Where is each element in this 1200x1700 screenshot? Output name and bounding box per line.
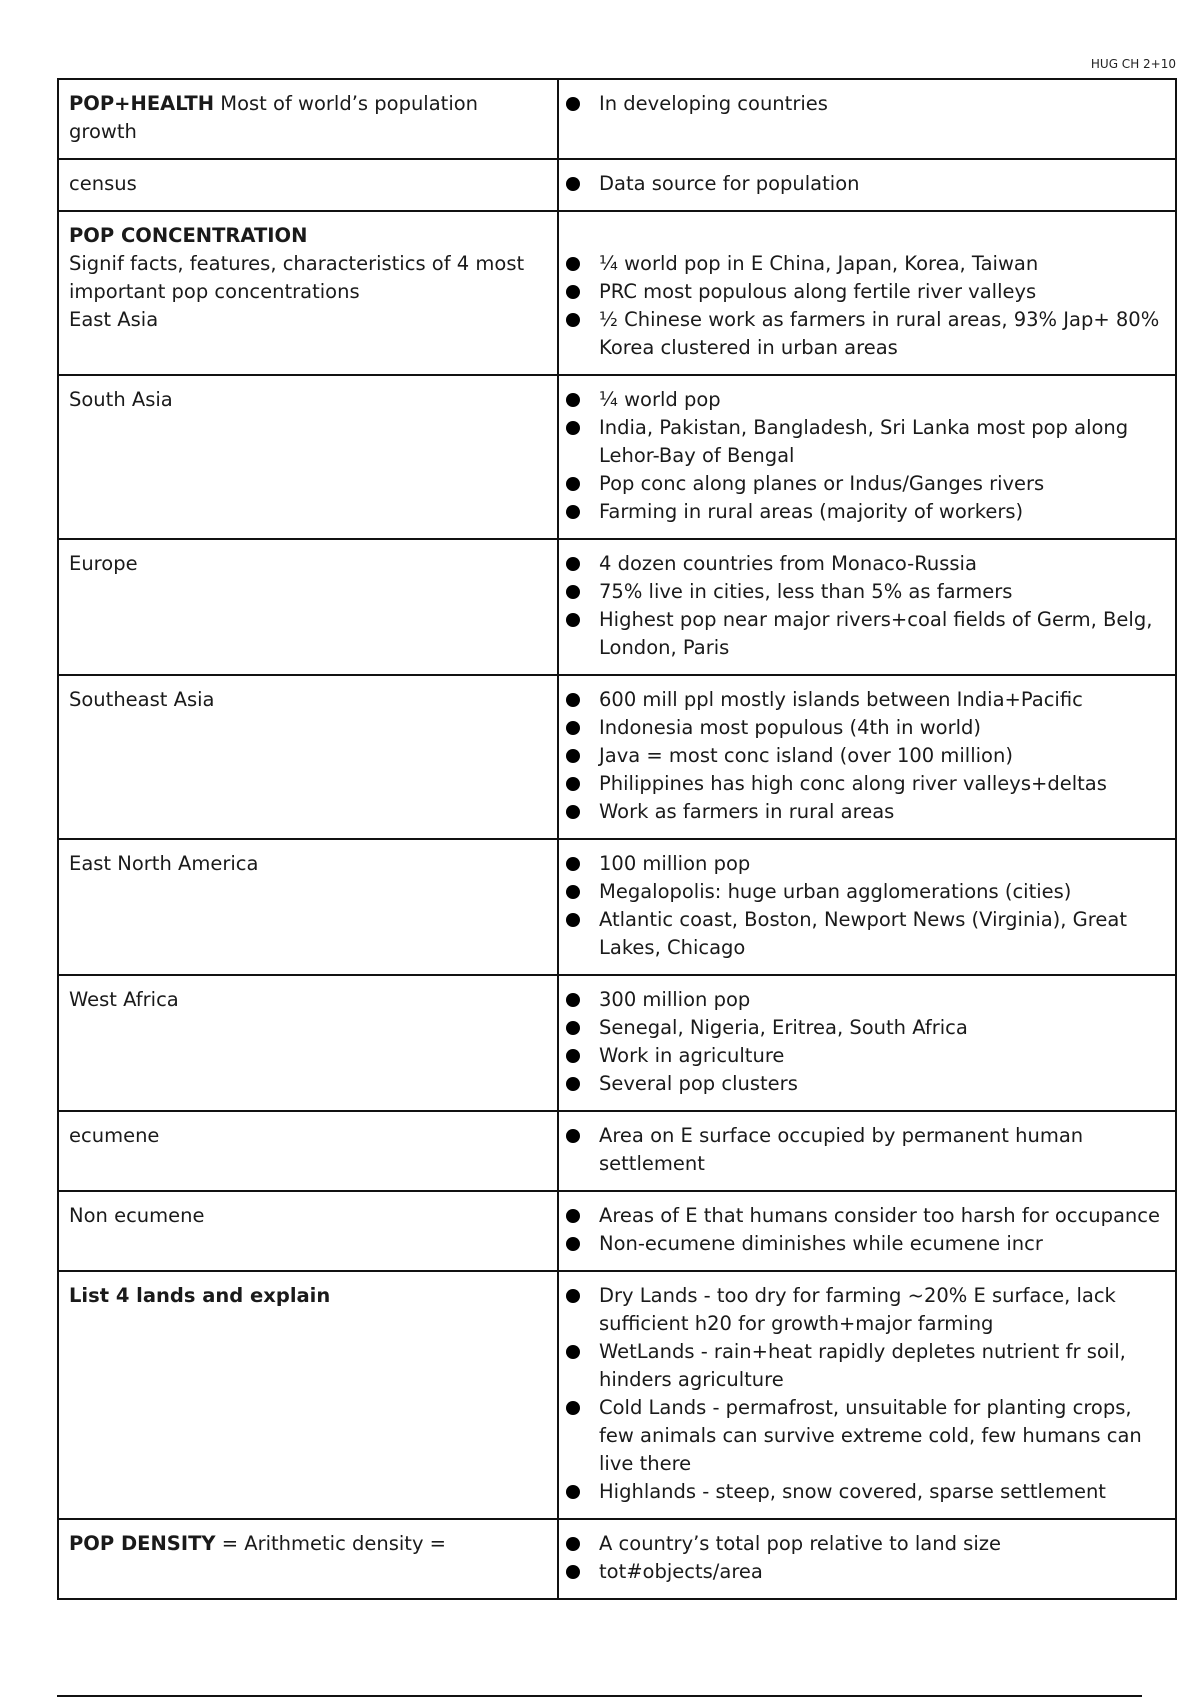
bullet-dot-icon — [566, 1129, 580, 1143]
bullet-dot-icon — [566, 693, 580, 707]
bullet-dot-icon — [566, 1537, 580, 1551]
bullet-dot-icon — [566, 721, 580, 735]
bullet-text: ¼ world pop — [599, 388, 721, 411]
bullet-item — [565, 1230, 1169, 1258]
bullet-dot-icon — [566, 421, 580, 435]
bullet-text: ½ Chinese work as farmers in rural areas, 93% Jap+ 80% Korea clustered in urban areas — [599, 308, 1160, 359]
term-line — [69, 686, 547, 714]
term-line — [69, 90, 547, 146]
term-text: Most of world’s population growth — [69, 92, 479, 143]
table-row — [58, 975, 1176, 1111]
bullet-list — [565, 686, 1169, 826]
bullet-text: In developing countries — [599, 92, 828, 115]
bullet-item — [565, 578, 1169, 606]
bullet-item — [565, 1014, 1169, 1042]
term-cell — [58, 675, 558, 839]
bullet-text: WetLands - rain+heat rapidly depletes nutrient fr soil, hinders agriculture — [599, 1340, 1126, 1391]
bullet-item — [565, 250, 1169, 278]
term-cell — [58, 1111, 558, 1191]
bullet-item — [565, 1070, 1169, 1098]
bullet-item — [565, 714, 1169, 742]
bullet-dot-icon — [566, 613, 580, 627]
bullet-dot-icon — [566, 993, 580, 1007]
bullet-text: Work in agriculture — [599, 1044, 785, 1067]
term-cell — [58, 975, 558, 1111]
term-description: Signif facts, features, characteristics of 4 most important pop concentrations — [69, 252, 525, 303]
term-line — [69, 1122, 547, 1150]
bullet-dot-icon — [566, 913, 580, 927]
term-description: East Asia — [69, 308, 159, 331]
term-cell — [58, 839, 558, 975]
table-row — [58, 1519, 1176, 1599]
bullet-dot-icon — [566, 1077, 580, 1091]
bullet-list — [565, 1530, 1169, 1586]
table-row — [58, 375, 1176, 539]
term-text: Europe — [69, 552, 138, 575]
bullet-text: Highlands - steep, snow covered, sparse settlement — [599, 1480, 1106, 1503]
bullet-dot-icon — [566, 805, 580, 819]
bullet-item — [565, 1202, 1169, 1230]
bullet-text: Data source for population — [599, 172, 860, 195]
term-text: West Africa — [69, 988, 179, 1011]
bullet-list — [565, 170, 1169, 198]
definition-cell — [558, 375, 1176, 539]
bullet-item — [565, 386, 1169, 414]
term-text: South Asia — [69, 388, 173, 411]
bullet-item — [565, 686, 1169, 714]
bullet-item — [565, 1042, 1169, 1070]
term-text: Southeast Asia — [69, 688, 215, 711]
table-row — [58, 1191, 1176, 1271]
term-line — [69, 170, 547, 198]
bullet-dot-icon — [566, 1401, 580, 1415]
definition-cell — [558, 1519, 1176, 1599]
definition-cell — [558, 1271, 1176, 1519]
table-row — [58, 211, 1176, 375]
bullet-list — [565, 250, 1169, 362]
notes-table-body — [58, 79, 1176, 1599]
term-text: Non ecumene — [69, 1204, 205, 1227]
bullet-dot-icon — [566, 477, 580, 491]
bullet-item — [565, 1338, 1169, 1394]
term-line — [69, 386, 547, 414]
term-line — [69, 550, 547, 578]
bullet-text: Megalopolis: huge urban agglomerations (cities) — [599, 880, 1072, 903]
term-text: East North America — [69, 852, 259, 875]
bullet-item — [565, 414, 1169, 470]
bullet-list — [565, 1122, 1169, 1178]
bullet-list — [565, 850, 1169, 962]
bullet-dot-icon — [566, 1049, 580, 1063]
bullet-item — [565, 850, 1169, 878]
bullet-dot-icon — [566, 505, 580, 519]
bullet-text: A country’s total pop relative to land size — [599, 1532, 1001, 1555]
term-line — [69, 1282, 547, 1310]
bullet-item — [565, 170, 1169, 198]
bullet-item — [565, 742, 1169, 770]
definition-cell — [558, 539, 1176, 675]
bottom-rule — [57, 1695, 1142, 1697]
term-cell — [58, 1519, 558, 1599]
definition-cell — [558, 675, 1176, 839]
bullet-dot-icon — [566, 1565, 580, 1579]
definition-cell — [558, 79, 1176, 159]
bullet-item — [565, 878, 1169, 906]
term-cell — [58, 159, 558, 211]
term-cell — [58, 1271, 558, 1519]
term-line — [69, 222, 547, 250]
bullet-text: tot#objects/area — [599, 1560, 763, 1583]
bullet-dot-icon — [566, 885, 580, 899]
bullet-text: Cold Lands - permafrost, unsuitable for planting crops, few animals can survive extreme cold, few humans can live there — [599, 1396, 1142, 1475]
definition-cell — [558, 1191, 1176, 1271]
bullet-text: Area on E surface occupied by permanent human settlement — [599, 1124, 1084, 1175]
bullet-text: Java = most conc island (over 100 million) — [599, 744, 1013, 767]
bullet-item — [565, 1122, 1169, 1178]
bullet-text: PRC most populous along fertile river valleys — [599, 280, 1037, 303]
document-header-tag: HUG CH 2+10 — [1090, 57, 1176, 71]
bullet-dot-icon — [566, 1021, 580, 1035]
term-line — [69, 1530, 547, 1558]
bullet-item — [565, 606, 1169, 662]
bullet-dot-icon — [566, 1209, 580, 1223]
bullet-dot-icon — [566, 177, 580, 191]
term-line — [69, 850, 547, 878]
bullet-list — [565, 90, 1169, 118]
bullet-text: ¼ world pop in E China, Japan, Korea, Taiwan — [599, 252, 1039, 275]
table-row — [58, 1111, 1176, 1191]
definition-cell — [558, 211, 1176, 375]
term-cell — [58, 375, 558, 539]
bullet-dot-icon — [566, 1485, 580, 1499]
bullet-text: Atlantic coast, Boston, Newport News (Virginia), Great Lakes, Chicago — [599, 908, 1127, 959]
bullet-list — [565, 986, 1169, 1098]
term-heading: POP DENSITY — [69, 1532, 216, 1555]
bullet-dot-icon — [566, 777, 580, 791]
bullet-dot-icon — [566, 1289, 580, 1303]
bullet-text: Pop conc along planes or Indus/Ganges rivers — [599, 472, 1045, 495]
term-text: = Arithmetic density = — [215, 1532, 447, 1555]
bullet-item — [565, 770, 1169, 798]
bullet-dot-icon — [566, 749, 580, 763]
bullet-dot-icon — [566, 557, 580, 571]
bullet-item — [565, 306, 1169, 362]
bullet-list — [565, 1282, 1169, 1506]
table-row — [58, 159, 1176, 211]
bullet-dot-icon — [566, 585, 580, 599]
term-cell — [58, 1191, 558, 1271]
bullet-item — [565, 986, 1169, 1014]
bullet-dot-icon — [566, 313, 580, 327]
bullet-text: Several pop clusters — [599, 1072, 798, 1095]
bullet-text: Indonesia most populous (4th in world) — [599, 716, 982, 739]
term-text: census — [69, 172, 137, 195]
table-row — [58, 1271, 1176, 1519]
bullet-item — [565, 798, 1169, 826]
bullet-dot-icon — [566, 1237, 580, 1251]
bullet-item — [565, 498, 1169, 526]
bullet-dot-icon — [566, 257, 580, 271]
bullet-item — [565, 90, 1169, 118]
term-cell — [58, 539, 558, 675]
table-row — [58, 675, 1176, 839]
bullet-text: 4 dozen countries from Monaco-Russia — [599, 552, 977, 575]
bullet-dot-icon — [566, 857, 580, 871]
bullet-text: Philippines has high conc along river valleys+deltas — [599, 772, 1107, 795]
bullet-item — [565, 1394, 1169, 1478]
bullet-item — [565, 1282, 1169, 1338]
bullet-text: Senegal, Nigeria, Eritrea, South Africa — [599, 1016, 968, 1039]
table-row — [58, 79, 1176, 159]
bullet-item — [565, 1558, 1169, 1586]
term-line — [69, 1202, 547, 1230]
term-line — [69, 986, 547, 1014]
bullet-text: 100 million pop — [599, 852, 751, 875]
bullet-item — [565, 278, 1169, 306]
bullet-item — [565, 550, 1169, 578]
bullet-item — [565, 1530, 1169, 1558]
bullet-list — [565, 550, 1169, 662]
bullet-item — [565, 1478, 1169, 1506]
bullet-dot-icon — [566, 285, 580, 299]
bullet-text: Work as farmers in rural areas — [599, 800, 895, 823]
blank-line — [565, 222, 1169, 250]
bullet-dot-icon — [566, 1345, 580, 1359]
term-text: ecumene — [69, 1124, 160, 1147]
bullet-text: Areas of E that humans consider too harsh for occupance — [599, 1204, 1160, 1227]
definition-cell — [558, 975, 1176, 1111]
bullet-dot-icon — [566, 97, 580, 111]
bullet-text: 75% live in cities, less than 5% as farmers — [599, 580, 1013, 603]
bullet-text: Dry Lands - too dry for farming ~20% E surface, lack sufficient h20 for growth+major farming — [599, 1284, 1116, 1335]
term-heading: POP+HEALTH — [69, 92, 215, 115]
bullet-dot-icon — [566, 393, 580, 407]
definition-cell — [558, 159, 1176, 211]
bullet-text: India, Pakistan, Bangladesh, Sri Lanka most pop along Lehor-Bay of Bengal — [599, 416, 1129, 467]
term-cell — [58, 79, 558, 159]
term-cell — [58, 211, 558, 375]
bullet-text: 300 million pop — [599, 988, 751, 1011]
term-heading: POP CONCENTRATION — [69, 224, 308, 247]
table-row — [58, 839, 1176, 975]
table-row — [58, 539, 1176, 675]
definition-cell — [558, 839, 1176, 975]
bullet-text: Highest pop near major rivers+coal fields of Germ, Belg, London, Paris — [599, 608, 1153, 659]
bullet-text: Non-ecumene diminishes while ecumene incr — [599, 1232, 1043, 1255]
notes-table — [57, 78, 1177, 1600]
bullet-text: Farming in rural areas (majority of workers) — [599, 500, 1024, 523]
term-heading: List 4 lands and explain — [69, 1284, 331, 1307]
bullet-item — [565, 470, 1169, 498]
bullet-list — [565, 386, 1169, 526]
definition-cell — [558, 1111, 1176, 1191]
bullet-list — [565, 1202, 1169, 1258]
bullet-item — [565, 906, 1169, 962]
bullet-text: 600 mill ppl mostly islands between India+Pacific — [599, 688, 1083, 711]
